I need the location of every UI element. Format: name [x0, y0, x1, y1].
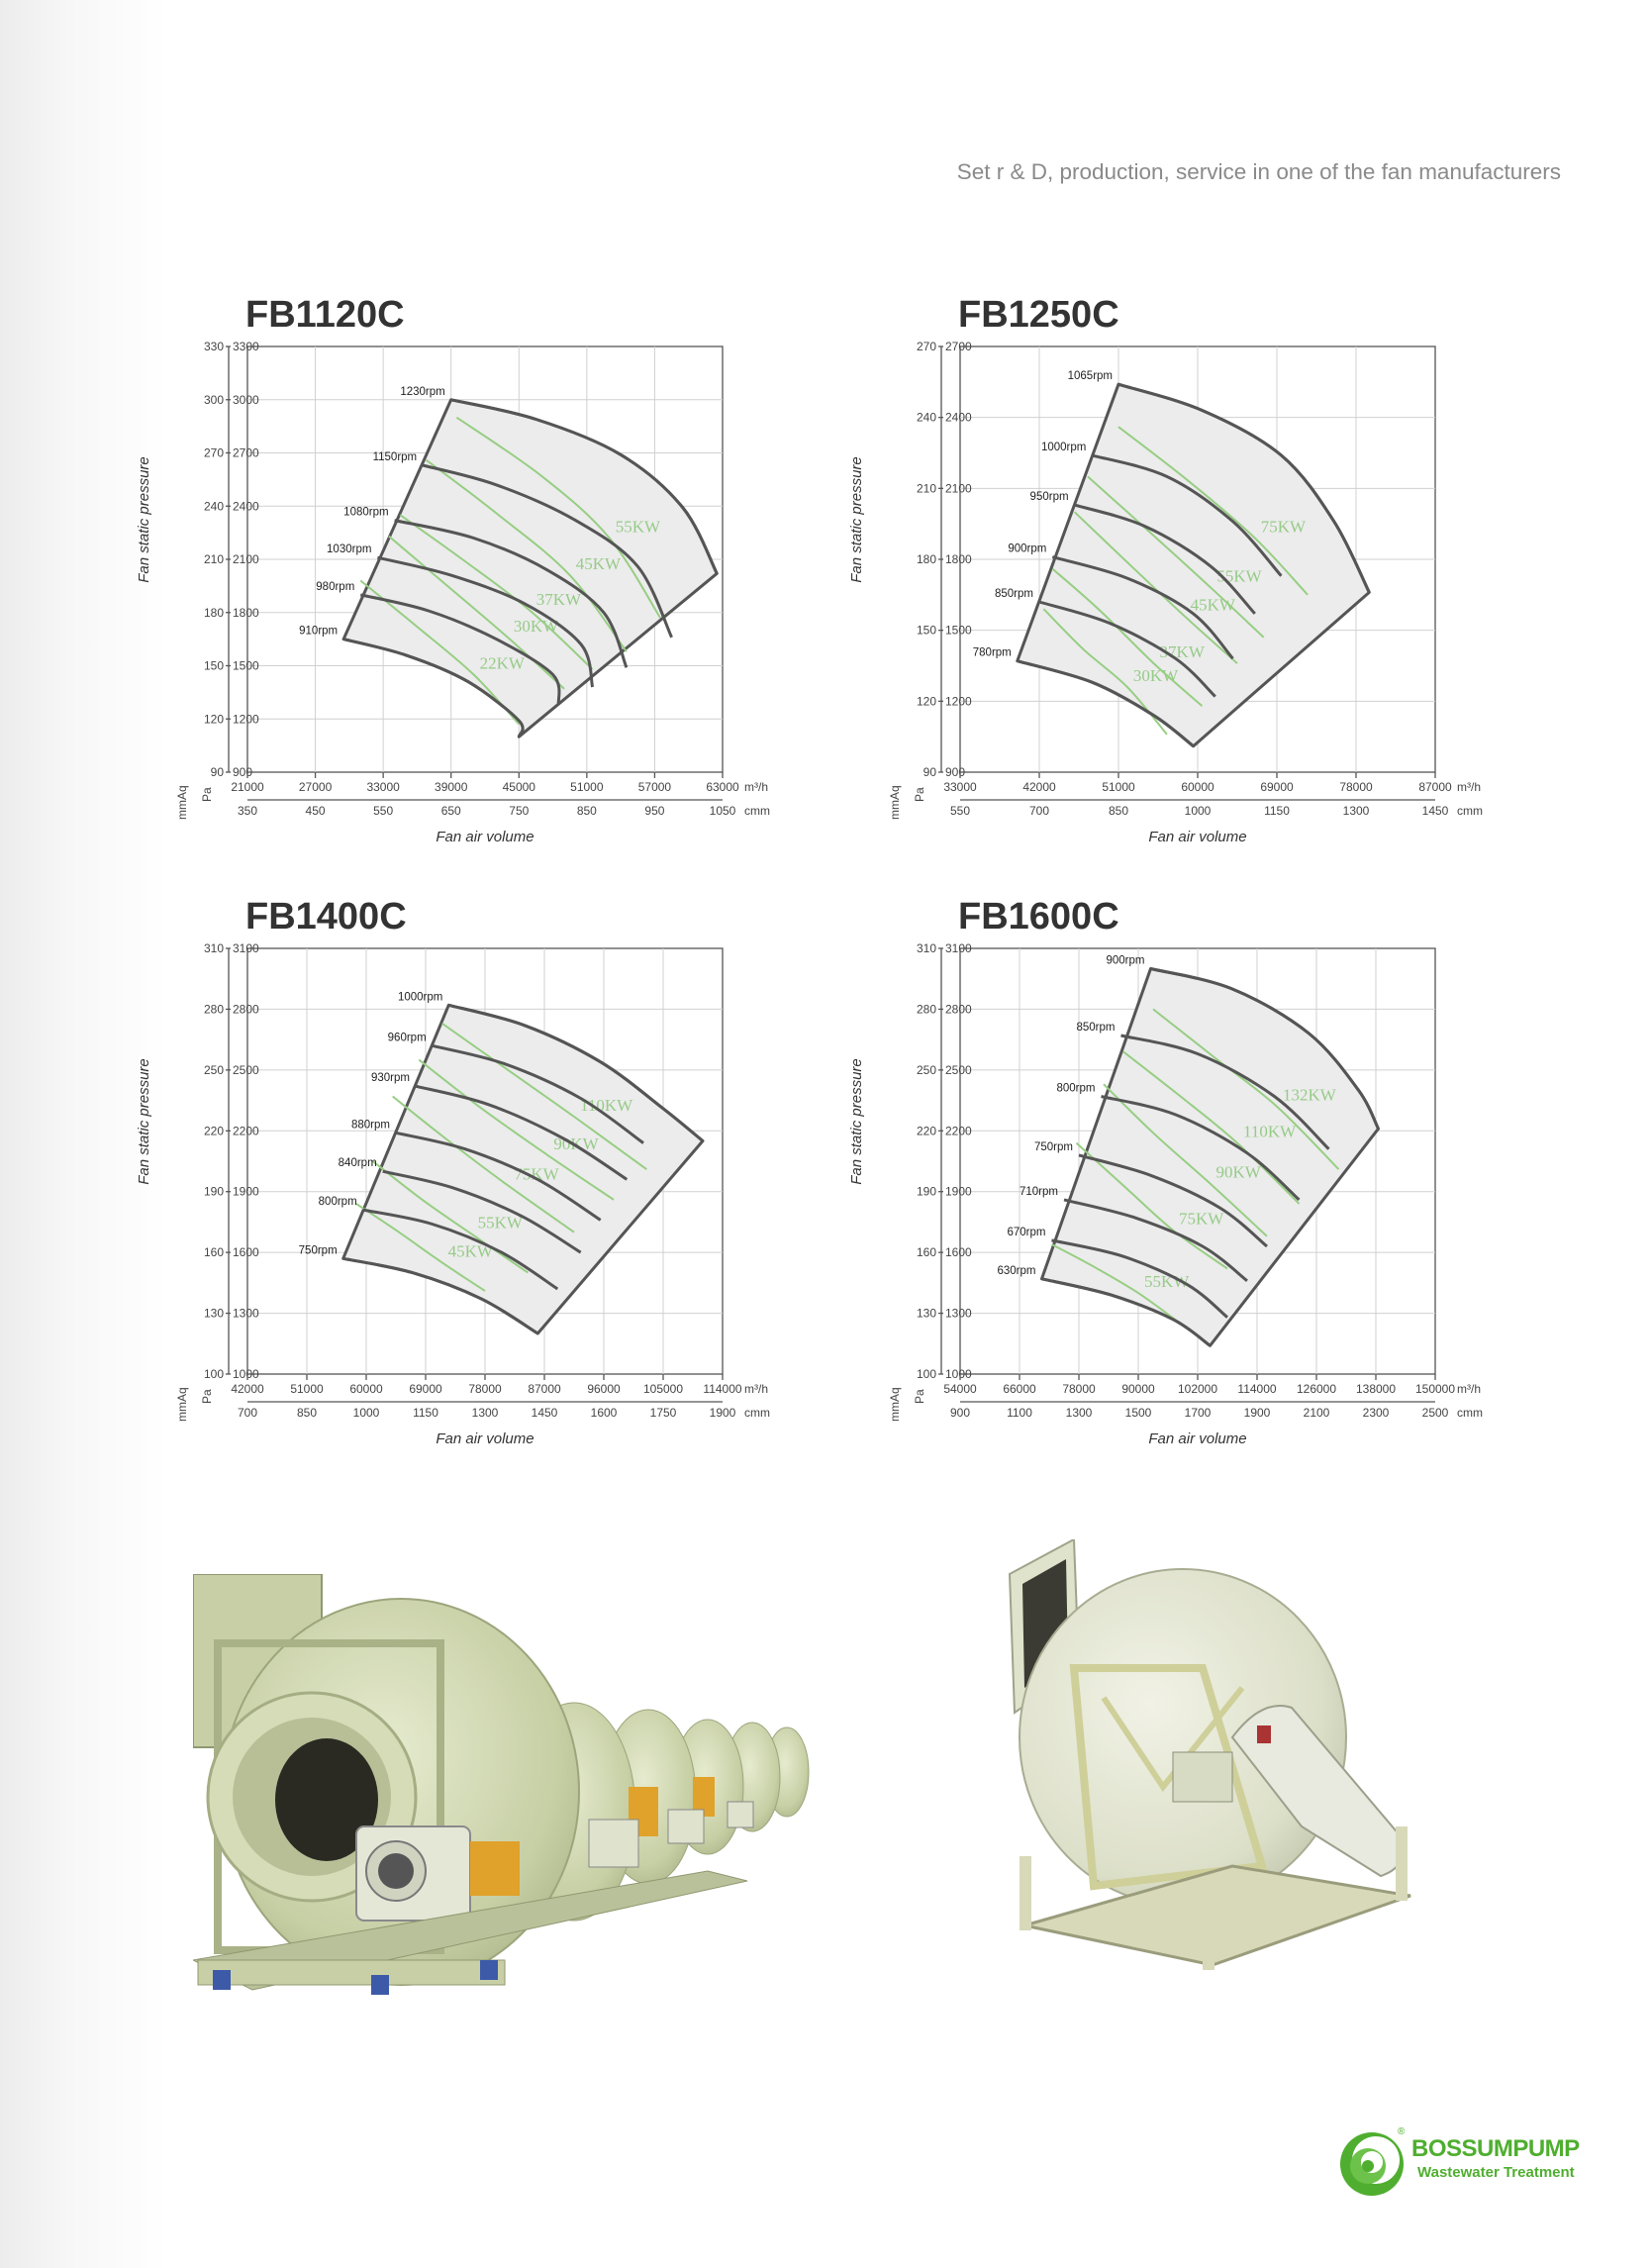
x-tick-label-m3h: 90000 — [1121, 1382, 1155, 1396]
y-tick-label-pa: 1300 — [945, 1306, 972, 1321]
y-tick-label-pa: 2800 — [233, 1002, 259, 1017]
rpm-label: 930rpm — [371, 1072, 410, 1085]
x-tick-label-m3h: 63000 — [706, 780, 739, 794]
chart-svg — [831, 879, 1524, 1463]
x-tick-label-m3h: 45000 — [502, 780, 535, 794]
power-label: 37KW — [535, 589, 582, 609]
x-tick-label-cmm: 2500 — [1421, 1406, 1449, 1420]
y-tick-label-mmaq: 130 — [203, 1306, 224, 1321]
chart-title: FB1600C — [958, 896, 1119, 937]
y-axis-title: Fan static pressure — [136, 456, 152, 583]
y-tick-label-pa: 1000 — [233, 1367, 259, 1381]
x-tick-label-cmm: 650 — [440, 804, 461, 818]
y-tick-label-mmaq: 300 — [203, 392, 224, 407]
power-label: 110KW — [1243, 1122, 1297, 1141]
rpm-label: 670rpm — [1007, 1226, 1046, 1238]
rpm-label: 750rpm — [298, 1244, 338, 1257]
y-tick-label-mmaq: 180 — [203, 605, 224, 620]
x-tick-label-cmm: 750 — [509, 804, 530, 818]
x-tick-label-cmm: 1450 — [531, 1406, 558, 1420]
x-tick-label-cmm: 1700 — [1184, 1406, 1212, 1420]
y-tick-label-mmaq: 100 — [916, 1367, 936, 1381]
rpm-label: 850rpm — [1076, 1022, 1116, 1035]
power-label: 75KW — [514, 1164, 559, 1184]
y-unit-mmaq: mmAq — [175, 785, 189, 820]
x-tick-label-cmm: 700 — [237, 1406, 258, 1420]
x-tick-label-m3h: 78000 — [468, 1382, 502, 1396]
y-tick-label-mmaq: 270 — [916, 340, 936, 353]
chart-svg — [119, 879, 812, 1463]
x-tick-label-m3h: 114000 — [1237, 1382, 1277, 1396]
x-unit-m3h: m³/h — [744, 1382, 768, 1396]
y-tick-label-pa: 1800 — [945, 552, 972, 566]
y-unit-mmaq: mmAq — [175, 1387, 189, 1422]
power-label: 55KW — [615, 517, 661, 537]
y-tick-label-mmaq: 160 — [916, 1245, 936, 1260]
y-tick-label-mmaq: 330 — [203, 340, 224, 353]
y-tick-label-mmaq: 220 — [916, 1124, 936, 1138]
x-tick-label-cmm: 850 — [1108, 804, 1129, 818]
x-tick-label-m3h: 69000 — [409, 1382, 442, 1396]
x-tick-label-m3h: 60000 — [349, 1382, 383, 1396]
y-tick-label-pa: 2400 — [945, 410, 972, 425]
x-tick-label-m3h: 51000 — [1102, 780, 1135, 794]
x-tick-label-m3h: 27000 — [298, 780, 333, 794]
y-tick-label-mmaq: 90 — [210, 765, 224, 779]
x-tick-label-cmm: 1000 — [352, 1406, 380, 1420]
y-tick-label-pa: 900 — [233, 765, 253, 779]
x-tick-label-cmm: 1150 — [1264, 804, 1290, 818]
power-label: 30KW — [1132, 666, 1179, 685]
y-tick-label-pa: 1900 — [945, 1184, 972, 1199]
performance-chart — [831, 879, 1524, 1463]
y-tick-label-pa: 3100 — [233, 941, 259, 955]
x-tick-label-cmm: 1500 — [1124, 1406, 1152, 1420]
rpm-label: 900rpm — [1106, 954, 1145, 967]
x-tick-label-m3h: 96000 — [587, 1382, 621, 1396]
y-tick-label-mmaq: 180 — [916, 552, 936, 566]
x-axis-title: Fan air volume — [1148, 829, 1247, 845]
y-tick-label-mmaq: 250 — [203, 1062, 224, 1077]
x-tick-label-m3h: 42000 — [1022, 780, 1056, 794]
y-tick-label-pa: 1900 — [233, 1184, 259, 1199]
x-tick-label-cmm: 1600 — [590, 1406, 618, 1420]
x-unit-cmm: cmm — [1457, 804, 1483, 818]
brand-trademark: ® — [1398, 2126, 1406, 2137]
y-tick-label-pa: 1200 — [945, 694, 972, 709]
y-unit-pa: Pa — [913, 1389, 926, 1404]
x-tick-label-cmm: 1450 — [1421, 804, 1449, 818]
chart-svg — [119, 277, 812, 861]
x-tick-label-cmm: 1900 — [1243, 1406, 1271, 1420]
x-tick-label-m3h: 51000 — [570, 780, 604, 794]
x-axis-title: Fan air volume — [436, 829, 534, 845]
y-tick-label-pa: 3300 — [233, 340, 259, 353]
y-tick-label-mmaq: 280 — [203, 1002, 224, 1017]
rpm-label: 710rpm — [1020, 1185, 1058, 1198]
x-tick-label-m3h: 138000 — [1355, 1382, 1397, 1396]
rpm-label: 630rpm — [997, 1264, 1036, 1277]
rpm-label: 1230rpm — [400, 385, 445, 398]
x-tick-label-cmm: 850 — [296, 1406, 318, 1420]
x-tick-label-m3h: 78000 — [1339, 780, 1373, 794]
y-tick-label-pa: 2700 — [945, 340, 972, 353]
x-tick-label-m3h: 54000 — [943, 1382, 977, 1396]
chart-title: FB1400C — [245, 896, 407, 937]
y-tick-label-pa: 900 — [945, 765, 966, 779]
y-tick-label-mmaq: 120 — [203, 712, 224, 727]
y-axis-title: Fan static pressure — [848, 1058, 865, 1185]
rpm-label: 980rpm — [316, 580, 355, 593]
y-tick-label-pa: 1600 — [945, 1245, 972, 1260]
power-label: 90KW — [553, 1134, 599, 1153]
power-label: 55KW — [477, 1213, 523, 1233]
x-unit-cmm: cmm — [744, 804, 770, 818]
power-label: 90KW — [1215, 1162, 1261, 1182]
x-axis-title: Fan air volume — [436, 1430, 534, 1447]
x-tick-label-cmm: 950 — [644, 804, 665, 818]
rpm-label: 1065rpm — [1067, 370, 1113, 383]
y-tick-label-mmaq: 240 — [916, 410, 936, 425]
y-unit-pa: Pa — [200, 787, 214, 802]
y-tick-label-pa: 2500 — [945, 1062, 972, 1077]
power-label: 22KW — [479, 653, 525, 673]
rpm-label: 1000rpm — [397, 991, 443, 1004]
rpm-label: 900rpm — [1008, 542, 1047, 555]
x-tick-label-cmm: 350 — [237, 804, 258, 818]
rpm-label: 840rpm — [338, 1157, 377, 1170]
x-tick-label-m3h: 57000 — [637, 780, 672, 794]
x-tick-label-m3h: 51000 — [290, 1382, 324, 1396]
performance-chart — [119, 277, 812, 861]
y-tick-label-pa: 1000 — [945, 1367, 972, 1381]
y-tick-label-mmaq: 190 — [916, 1184, 936, 1199]
x-tick-label-m3h: 60000 — [1181, 780, 1214, 794]
x-tick-label-cmm: 1100 — [1007, 1406, 1032, 1420]
performance-chart — [119, 879, 812, 1463]
power-label: 132KW — [1283, 1085, 1336, 1105]
y-tick-label-mmaq: 250 — [916, 1062, 936, 1077]
y-tick-label-pa: 1500 — [233, 658, 259, 673]
brand-logo — [1338, 2126, 1596, 2200]
rpm-label: 960rpm — [387, 1032, 427, 1044]
power-label: 30KW — [513, 616, 559, 636]
power-label: 75KW — [1179, 1209, 1224, 1229]
chart-title: FB1120C — [245, 294, 405, 336]
x-tick-label-cmm: 2100 — [1303, 1406, 1330, 1420]
power-label: 45KW — [575, 554, 622, 574]
power-label: 75KW — [1260, 517, 1307, 537]
y-tick-label-pa: 2100 — [233, 552, 259, 566]
y-tick-label-pa: 2500 — [233, 1062, 259, 1077]
rpm-label: 880rpm — [351, 1119, 390, 1132]
y-tick-label-mmaq: 210 — [916, 481, 936, 496]
brand-subtitle: Wastewater Treatment — [1417, 2164, 1575, 2181]
rpm-label: 1150rpm — [372, 451, 418, 464]
x-unit-m3h: m³/h — [744, 780, 768, 794]
rpm-label: 780rpm — [972, 646, 1012, 659]
x-tick-label-cmm: 1050 — [709, 804, 736, 818]
rpm-label: 750rpm — [1034, 1140, 1073, 1153]
x-tick-label-cmm: 550 — [373, 804, 394, 818]
y-tick-label-mmaq: 220 — [203, 1124, 224, 1138]
x-tick-label-cmm: 1300 — [1342, 804, 1370, 818]
x-tick-label-m3h: 126000 — [1296, 1382, 1337, 1396]
y-tick-label-mmaq: 210 — [203, 552, 224, 566]
x-tick-label-m3h: 39000 — [435, 780, 468, 794]
x-tick-label-m3h: 33000 — [366, 780, 400, 794]
x-tick-label-m3h: 42000 — [231, 1382, 264, 1396]
x-tick-label-m3h: 21000 — [231, 780, 264, 794]
y-tick-label-pa: 1300 — [233, 1306, 259, 1321]
x-unit-m3h: m³/h — [1457, 780, 1481, 794]
power-label: 110KW — [580, 1095, 633, 1115]
x-unit-cmm: cmm — [744, 1406, 770, 1420]
x-unit-cmm: cmm — [1457, 1406, 1483, 1420]
performance-chart — [831, 277, 1524, 861]
x-tick-label-cmm: 1300 — [471, 1406, 499, 1420]
rpm-label: 850rpm — [995, 588, 1033, 600]
rpm-label: 910rpm — [299, 625, 339, 638]
y-tick-label-mmaq: 100 — [203, 1367, 224, 1381]
rpm-label: 800rpm — [318, 1196, 357, 1209]
y-axis-title: Fan static pressure — [848, 456, 865, 583]
brand-name: BOSSUMPUMP — [1411, 2135, 1580, 2162]
x-tick-label-m3h: 66000 — [1003, 1382, 1036, 1396]
y-tick-label-pa: 2100 — [945, 481, 972, 496]
y-tick-label-pa: 1600 — [233, 1245, 259, 1260]
x-tick-label-m3h: 114000 — [703, 1382, 742, 1396]
chart-title: FB1250C — [958, 294, 1119, 336]
x-tick-label-m3h: 102000 — [1177, 1382, 1218, 1396]
x-tick-label-m3h: 87000 — [1418, 780, 1452, 794]
y-tick-label-mmaq: 310 — [203, 941, 224, 955]
y-unit-mmaq: mmAq — [888, 1387, 902, 1422]
y-axis-title: Fan static pressure — [136, 1058, 152, 1185]
y-tick-label-pa: 2200 — [233, 1124, 259, 1138]
y-tick-label-mmaq: 280 — [916, 1002, 936, 1017]
power-label: 55KW — [1144, 1272, 1190, 1292]
x-tick-label-cmm: 1300 — [1065, 1406, 1093, 1420]
y-tick-label-mmaq: 150 — [203, 658, 224, 673]
power-label: 37KW — [1159, 642, 1205, 662]
y-tick-label-mmaq: 310 — [916, 941, 936, 955]
x-tick-label-cmm: 450 — [305, 804, 326, 818]
x-tick-label-m3h: 105000 — [642, 1382, 684, 1396]
x-tick-label-cmm: 900 — [949, 1406, 971, 1420]
x-tick-label-cmm: 2300 — [1362, 1406, 1390, 1420]
y-tick-label-pa: 2200 — [945, 1124, 972, 1138]
x-tick-label-cmm: 1150 — [413, 1406, 438, 1420]
fan-unit-single — [1010, 1539, 1410, 1970]
y-tick-label-mmaq: 150 — [916, 623, 936, 638]
x-tick-label-cmm: 1000 — [1184, 804, 1212, 818]
x-tick-label-cmm: 1750 — [649, 1406, 677, 1420]
y-tick-label-mmaq: 160 — [203, 1245, 224, 1260]
brand-swirl-icon — [1338, 2126, 1409, 2200]
product-photo-fan-row — [193, 1574, 886, 2029]
x-tick-label-cmm: 550 — [949, 804, 971, 818]
tagline: Set r & D, production, service in one of the fan manufacturers — [956, 159, 1561, 184]
y-tick-label-mmaq: 270 — [203, 445, 224, 460]
x-tick-label-m3h: 87000 — [528, 1382, 561, 1396]
y-tick-label-mmaq: 120 — [916, 694, 936, 709]
y-unit-mmaq: mmAq — [888, 785, 902, 820]
y-tick-label-mmaq: 190 — [203, 1184, 224, 1199]
y-tick-label-mmaq: 240 — [203, 499, 224, 514]
x-tick-label-m3h: 69000 — [1260, 780, 1294, 794]
y-tick-label-pa: 3100 — [945, 941, 972, 955]
x-tick-label-cmm: 850 — [576, 804, 597, 818]
rpm-label: 800rpm — [1056, 1082, 1096, 1095]
product-photo-single-fan — [1005, 1539, 1430, 2010]
power-label: 55KW — [1216, 566, 1262, 586]
rpm-label: 1000rpm — [1040, 441, 1087, 453]
y-tick-label-pa: 3000 — [233, 392, 259, 407]
y-tick-label-pa: 1800 — [233, 605, 259, 620]
y-unit-pa: Pa — [913, 787, 926, 802]
chart-svg — [831, 277, 1524, 861]
x-tick-label-cmm: 1900 — [709, 1406, 736, 1420]
x-tick-label-m3h: 150000 — [1414, 1382, 1456, 1396]
rpm-label: 950rpm — [1029, 491, 1069, 504]
x-tick-label-cmm: 700 — [1028, 804, 1050, 818]
x-tick-label-m3h: 78000 — [1062, 1382, 1096, 1396]
power-label: 45KW — [1190, 595, 1235, 615]
power-label: 45KW — [447, 1241, 493, 1261]
y-tick-label-pa: 1200 — [233, 712, 259, 727]
x-unit-m3h: m³/h — [1457, 1382, 1481, 1396]
rpm-label: 1080rpm — [343, 506, 389, 519]
rpm-label: 1030rpm — [327, 543, 372, 556]
x-tick-label-m3h: 33000 — [943, 780, 977, 794]
y-tick-label-pa: 2400 — [233, 499, 259, 514]
y-unit-pa: Pa — [200, 1389, 214, 1404]
y-tick-label-mmaq: 130 — [916, 1306, 936, 1321]
y-tick-label-pa: 2700 — [233, 445, 259, 460]
y-tick-label-pa: 1500 — [945, 623, 972, 638]
x-axis-title: Fan air volume — [1148, 1430, 1247, 1447]
y-tick-label-pa: 2800 — [945, 1002, 972, 1017]
y-tick-label-mmaq: 90 — [923, 765, 936, 779]
